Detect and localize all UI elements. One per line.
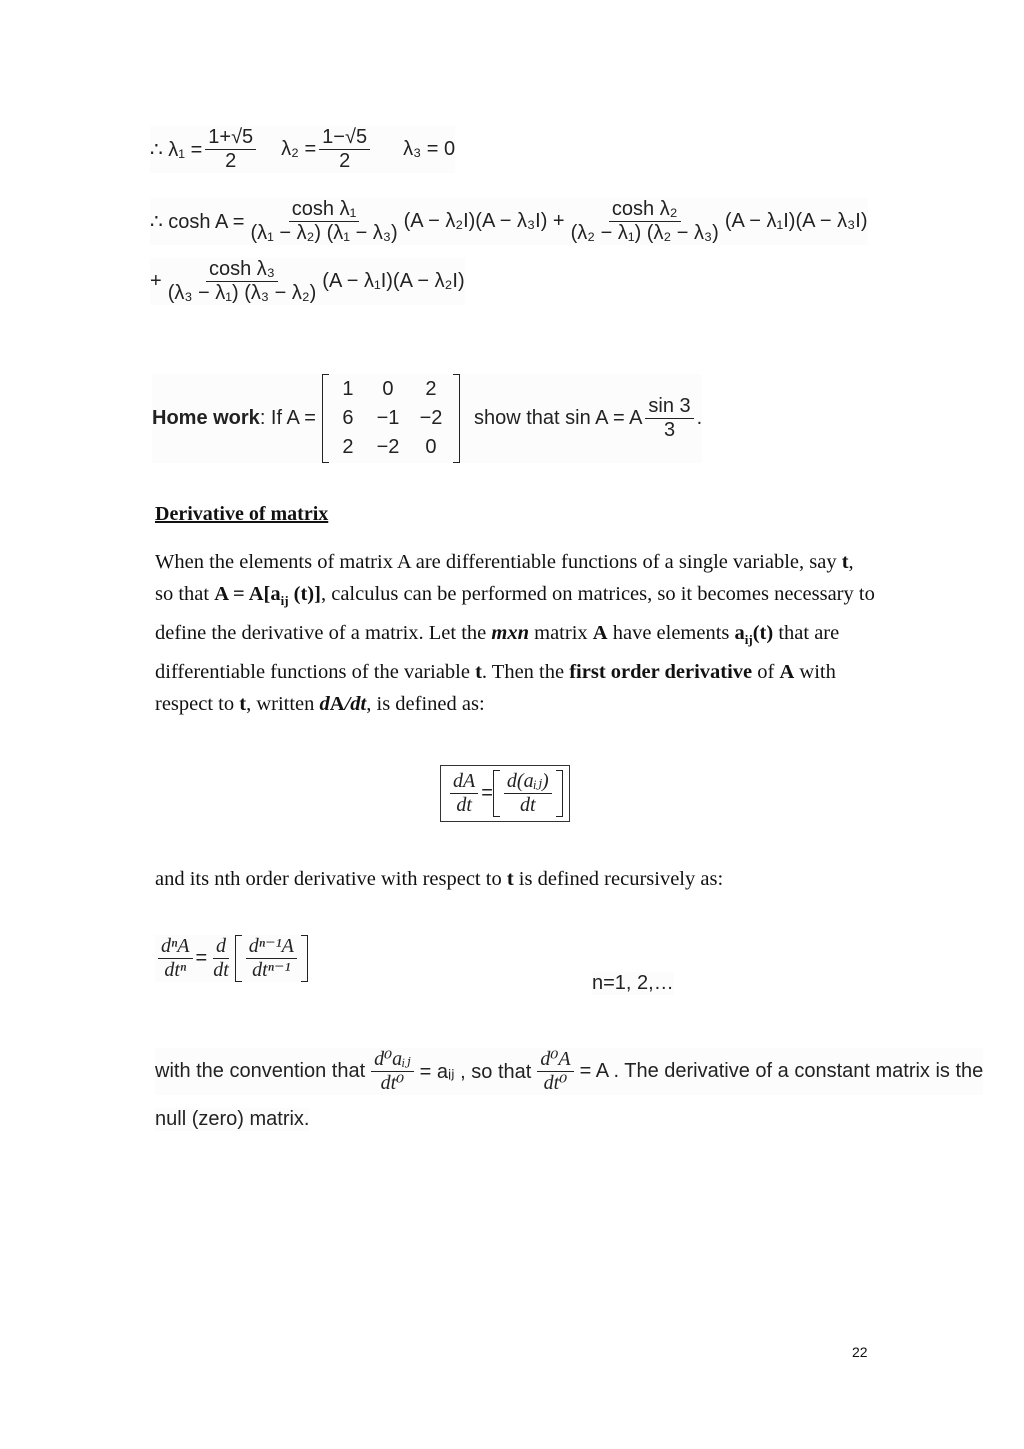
eigenvalues-line bbox=[150, 126, 455, 173]
cosh-term1-fraction: $\frac{\text{cosh λ₁}}{\text{(λ₁ − λ₂) (λ₁ − λ₃)}}$ bbox=[250, 198, 398, 244]
homework-matrix bbox=[322, 374, 460, 463]
lambda3: λ₃ = 0 bbox=[403, 138, 456, 160]
homework-line bbox=[152, 374, 702, 463]
definition-box: $\frac{dA}{dt}$ = $\frac{\text{d(aᵢⱼ)}}{dt}$ bbox=[440, 765, 570, 822]
cosh-term3-fraction: $\frac{\text{cosh λ₃}}{\text{(λ₃ − λ₁) (λ₃ − λ₂)}}$ bbox=[167, 258, 317, 304]
lambda1-lhs: ∴ λ₁ = bbox=[150, 139, 203, 161]
recursive-formula: $\frac{\text{dⁿA}}{\text{dtⁿ}}$ = $\frac{d}{dt}$ $\frac{\text{dⁿ⁻¹A}}{\text{dtⁿ⁻¹}}$ bbox=[155, 935, 308, 982]
cosh-term2-fraction: $\frac{\text{cosh λ₂}}{\text{(λ₂ − λ₁) (λ₂ − λ₃)}}$ bbox=[570, 198, 719, 244]
lambda1-fraction: $\frac{1+√5}{2}$ bbox=[205, 126, 256, 173]
convention-line: with the convention that $\frac{\text{d⁰aᵢⱼ}}{\text{dt⁰}}$ = aᵢⱼ , so that $\frac{\text{d⁰A}}{\text{dt⁰}}$ = A . The derivative of a constant matrix is the bbox=[155, 1048, 984, 1094]
recursive-n-range: n=1, 2,… bbox=[592, 972, 674, 994]
section-heading: Derivative of matrix bbox=[155, 503, 329, 525]
cosh-term2-tail: (A − λ₁I)(A − λ₃I) bbox=[724, 210, 868, 232]
cosh-lhs: ∴ cosh A = bbox=[150, 211, 245, 233]
matrix-cell: 0 bbox=[425, 436, 437, 458]
homework-label: Home work bbox=[152, 407, 260, 429]
lambda2-lhs: λ₂ = bbox=[281, 138, 317, 160]
matrix-cell: 2 bbox=[425, 378, 437, 400]
page-number: 22 bbox=[852, 1344, 868, 1360]
homework-fraction: $\frac{\sin 3}{3}$ bbox=[645, 395, 693, 442]
matrix-cell: 1 bbox=[342, 378, 354, 400]
cosh-formula-line2 bbox=[150, 258, 465, 305]
lambda2-fraction: $\frac{1-√5}{2}$ bbox=[319, 126, 370, 173]
homework-show: show that sin A = A bbox=[473, 407, 643, 429]
derivative-definition bbox=[440, 765, 570, 822]
homework-end: . bbox=[696, 407, 703, 429]
matrix-cell: −2 bbox=[376, 436, 400, 458]
homework-if: : If A = bbox=[259, 407, 316, 429]
matrix-cell: 2 bbox=[342, 436, 354, 458]
cosh-term3-tail: (A − λ₁I)(A − λ₂I) bbox=[322, 270, 465, 292]
matrix-cell: 6 bbox=[342, 407, 354, 429]
cosh-term1-tail: (A − λ₂I)(A − λ₃I) + bbox=[403, 210, 565, 232]
cosh-plus: + bbox=[150, 270, 162, 292]
convention-line-2: null (zero) matrix. bbox=[155, 1108, 310, 1130]
nth-order-text: and its nth order derivative with respect to t is defined recursively as: bbox=[155, 868, 724, 890]
matrix-cell: 0 bbox=[382, 378, 394, 400]
cosh-formula-line1 bbox=[150, 198, 868, 245]
definition-paragraph: When the elements of matrix A are differentiable functions of a single variable, say t, so that $A = A[a_{ij}$ (t)], calculus can be performed on matrices, so it becomes necessary to define the derivative of a matrix. Let the mxn matrix A have elements $a_{ij}(t)$ that are differentiable functions of the variable t. Then the first order derivative of A with respect to t, written dA/dt, is defined as: bbox=[155, 551, 875, 716]
matrix-cell: −2 bbox=[419, 407, 443, 429]
matrix-cell: −1 bbox=[376, 407, 400, 429]
